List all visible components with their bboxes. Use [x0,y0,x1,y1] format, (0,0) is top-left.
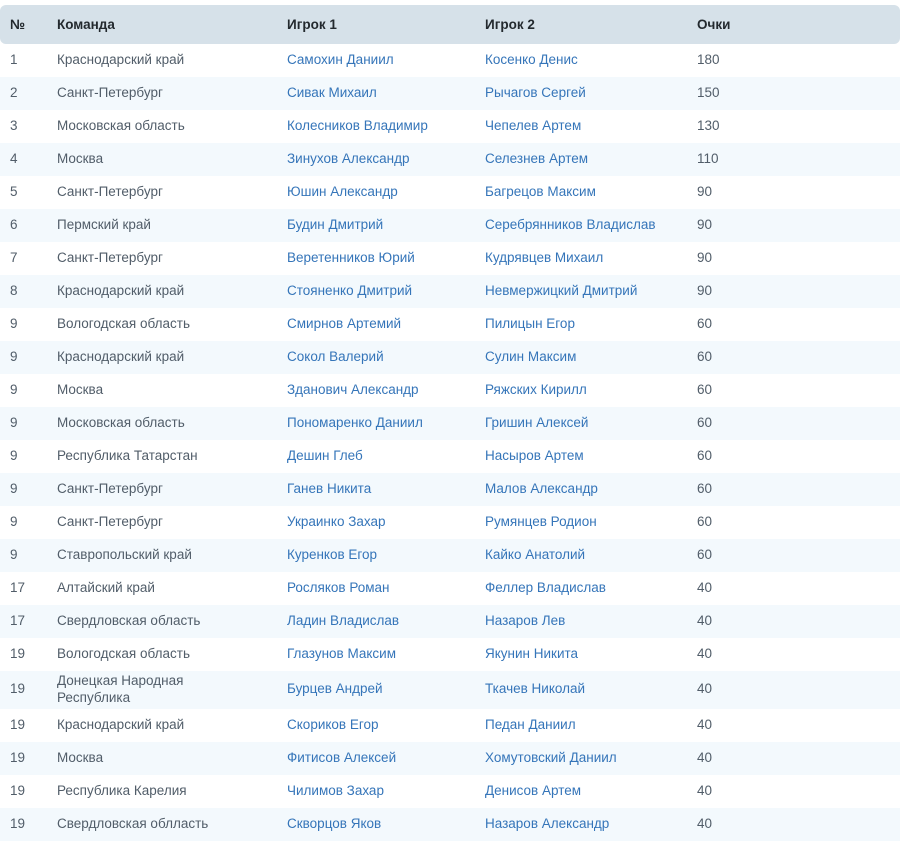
place-cell: 4 [0,143,57,176]
column-header-player2: Игрок 2 [485,5,697,44]
table-row [0,374,900,407]
place-cell: 8 [0,275,57,308]
player2-cell [485,440,697,473]
player2-link[interactable]: Назаров Александр [485,815,610,831]
team-cell: Краснодарский край [57,341,287,374]
player2-link[interactable]: Феллер Владислав [485,580,606,596]
player2-link[interactable]: Назаров Лев [485,613,566,629]
player1-cell [287,242,485,275]
points-cell: 40 [697,775,900,808]
player1-link[interactable]: Куренков Егор [287,547,378,563]
place-cell: 9 [0,407,57,440]
table-row [0,808,900,841]
place-cell: 17 [0,605,57,638]
player2-cell [485,742,697,775]
team-cell: Свердловская облласть [57,808,287,841]
player2-cell [485,775,697,808]
points-cell: 60 [697,473,900,506]
team-cell: Москва [57,374,287,407]
table-row [0,638,900,671]
place-cell: 19 [0,638,57,671]
team-cell: Краснодарский край [57,275,287,308]
player1-cell [287,407,485,440]
player1-cell [287,638,485,671]
player2-link[interactable]: Хомутовский Даниил [485,749,617,765]
team-cell: Вологодская область [57,308,287,341]
player1-cell [287,44,485,77]
results-table [0,5,900,841]
team-cell: Санкт-Петербург [57,242,287,275]
player2-cell [485,572,697,605]
player1-link[interactable]: Фитисов Алексей [287,749,397,765]
player1-cell [287,742,485,775]
points-cell: 60 [697,341,900,374]
player2-cell [485,308,697,341]
place-cell: 9 [0,440,57,473]
player1-cell [287,209,485,242]
team-cell: Московская область [57,110,287,143]
player2-cell [485,407,697,440]
place-cell: 6 [0,209,57,242]
points-cell: 40 [697,742,900,775]
points-cell: 90 [697,242,900,275]
player2-link[interactable]: Невмержицкий Дмитрий [485,283,638,299]
player2-link[interactable]: Малов Александр [485,481,598,497]
player1-cell [287,110,485,143]
player2-cell [485,275,697,308]
points-cell: 90 [697,209,900,242]
player1-link[interactable]: Бурцев Андрей [287,681,383,697]
player2-cell [485,473,697,506]
place-cell: 3 [0,110,57,143]
player1-link[interactable]: Дешин Глеб [287,448,363,464]
points-cell: 40 [697,638,900,671]
table-row [0,407,900,440]
team-cell: Республика Карелия [57,775,287,808]
player2-link[interactable]: Сулин Максим [485,349,577,365]
player2-link[interactable]: Кудрявцев Михаил [485,250,604,266]
place-cell: 2 [0,77,57,110]
table-row [0,44,900,77]
player2-link[interactable]: Педан Даниил [485,716,576,732]
player1-link[interactable]: Сивак Михаил [287,85,377,101]
player1-cell [287,473,485,506]
player2-cell [485,374,697,407]
place-cell: 9 [0,539,57,572]
player2-cell [485,242,697,275]
team-cell: Алтайский край [57,572,287,605]
player2-link[interactable]: Чепелев Артем [485,118,582,134]
points-cell: 60 [697,374,900,407]
points-cell: 90 [697,275,900,308]
player2-link[interactable]: Рычагов Сергей [485,85,586,101]
points-cell: 90 [697,176,900,209]
place-cell: 19 [0,808,57,841]
player2-link[interactable]: Пилицын Егор [485,316,575,332]
player1-cell [287,275,485,308]
player2-cell [485,44,697,77]
team-cell: Москва [57,742,287,775]
points-cell: 130 [697,110,900,143]
player1-link[interactable]: Самохин Даниил [287,52,394,68]
header-row [0,5,900,44]
player2-link[interactable]: Кайко Анатолий [485,547,586,563]
place-cell: 9 [0,308,57,341]
table-row [0,242,900,275]
player1-link[interactable]: Будин Дмитрий [287,217,384,233]
place-cell: 5 [0,176,57,209]
player1-cell [287,374,485,407]
points-cell: 110 [697,143,900,176]
team-cell: Республика Татарстан [57,440,287,473]
player1-link[interactable]: Смирнов Артемий [287,316,402,332]
column-header-team: Команда [57,5,287,44]
player2-link[interactable]: Гришин Алексей [485,415,589,431]
player1-cell [287,709,485,742]
player1-link[interactable]: Зданович Александр [287,382,419,398]
points-cell: 40 [697,572,900,605]
table-row [0,143,900,176]
player2-link[interactable]: Серебрянников Владислав [485,217,656,233]
player1-link[interactable]: Ганев Никита [287,481,372,497]
player1-link[interactable]: Украинко Захар [287,514,386,530]
player1-cell [287,143,485,176]
player2-cell [485,341,697,374]
team-cell: Москва [57,143,287,176]
player1-link[interactable]: Скворцов Яков [287,815,382,831]
table-row [0,440,900,473]
table-row [0,77,900,110]
team-cell: Краснодарский край [57,44,287,77]
team-cell: Санкт-Петербург [57,77,287,110]
table-row [0,671,900,709]
player2-link[interactable]: Якунин Никита [485,646,579,662]
player1-cell [287,539,485,572]
player1-cell [287,808,485,841]
player1-cell [287,308,485,341]
place-cell: 9 [0,473,57,506]
player1-link[interactable]: Пономаренко Даниил [287,415,423,431]
table-row [0,209,900,242]
player2-cell [485,506,697,539]
table-row [0,742,900,775]
player2-cell [485,110,697,143]
player2-link[interactable]: Денисов Артем [485,782,582,798]
player1-link[interactable]: Стояненко Дмитрий [287,283,413,299]
table-row [0,275,900,308]
player1-link[interactable]: Колесников Владимир [287,118,428,134]
player2-link[interactable]: Ряжских Кирилл [485,382,587,398]
player2-cell [485,709,697,742]
place-cell: 9 [0,506,57,539]
team-cell: Ставропольский край [57,539,287,572]
points-cell: 40 [697,709,900,742]
points-cell: 60 [697,506,900,539]
place-cell: 19 [0,775,57,808]
points-cell: 60 [697,539,900,572]
player2-cell [485,808,697,841]
player2-cell [485,143,697,176]
player1-cell [287,341,485,374]
player2-link[interactable]: Румянцев Родион [485,514,597,530]
points-cell: 60 [697,440,900,473]
player2-link[interactable]: Селезнев Артем [485,151,589,167]
place-cell: 9 [0,374,57,407]
table-row [0,176,900,209]
player1-cell [287,605,485,638]
player2-cell [485,539,697,572]
player2-link[interactable]: Ткачев Николай [485,681,586,697]
points-cell: 180 [697,44,900,77]
team-cell: Донецкая Народная Республика [57,671,287,709]
player1-link[interactable]: Чилимов Захар [287,782,384,798]
player1-link[interactable]: Глазунов Максим [287,646,396,662]
player2-link[interactable]: Насыров Артем [485,448,584,464]
player1-cell [287,77,485,110]
table-row [0,506,900,539]
player1-link[interactable]: Сокол Валерий [287,349,384,365]
player1-link[interactable]: Ладин Владислав [287,613,400,629]
player1-link[interactable]: Скориков Егор [287,716,379,732]
player1-cell [287,671,485,709]
player1-cell [287,176,485,209]
place-cell: 7 [0,242,57,275]
team-cell: Санкт-Петербург [57,176,287,209]
team-cell: Краснодарский край [57,709,287,742]
player1-cell [287,440,485,473]
points-cell: 40 [697,671,900,709]
points-cell: 60 [697,407,900,440]
place-cell: 19 [0,742,57,775]
place-cell: 17 [0,572,57,605]
table-row [0,110,900,143]
table-row [0,539,900,572]
player2-cell [485,209,697,242]
team-cell: Свердловская область [57,605,287,638]
table-row [0,605,900,638]
team-cell: Пермский край [57,209,287,242]
player1-link[interactable]: Веретенников Юрий [287,250,415,266]
column-header-player1: Игрок 1 [287,5,485,44]
points-cell: 40 [697,605,900,638]
player2-cell [485,77,697,110]
place-cell: 19 [0,709,57,742]
player1-link[interactable]: Юшин Александр [287,184,398,200]
team-cell: Московская область [57,407,287,440]
table-row [0,709,900,742]
player1-link[interactable]: Росляков Роман [287,580,390,596]
player1-cell [287,572,485,605]
player1-cell [287,506,485,539]
player1-cell [287,775,485,808]
points-cell: 60 [697,308,900,341]
place-cell: 19 [0,671,57,709]
column-header-num: № [0,5,57,44]
table-row [0,341,900,374]
player2-cell [485,176,697,209]
place-cell: 9 [0,341,57,374]
points-cell: 150 [697,77,900,110]
player2-cell [485,638,697,671]
table-row [0,775,900,808]
place-cell: 1 [0,44,57,77]
player2-link[interactable]: Косенко Денис [485,52,578,68]
player1-link[interactable]: Зинухов Александр [287,151,410,167]
player2-cell [485,605,697,638]
table-row [0,572,900,605]
player2-link[interactable]: Багрецов Максим [485,184,596,200]
column-header-points: Очки [697,5,900,44]
player2-cell [485,671,697,709]
table-row [0,473,900,506]
team-cell: Санкт-Петербург [57,473,287,506]
team-cell: Вологодская область [57,638,287,671]
table-row [0,308,900,341]
points-cell: 40 [697,808,900,841]
team-cell: Санкт-Петербург [57,506,287,539]
